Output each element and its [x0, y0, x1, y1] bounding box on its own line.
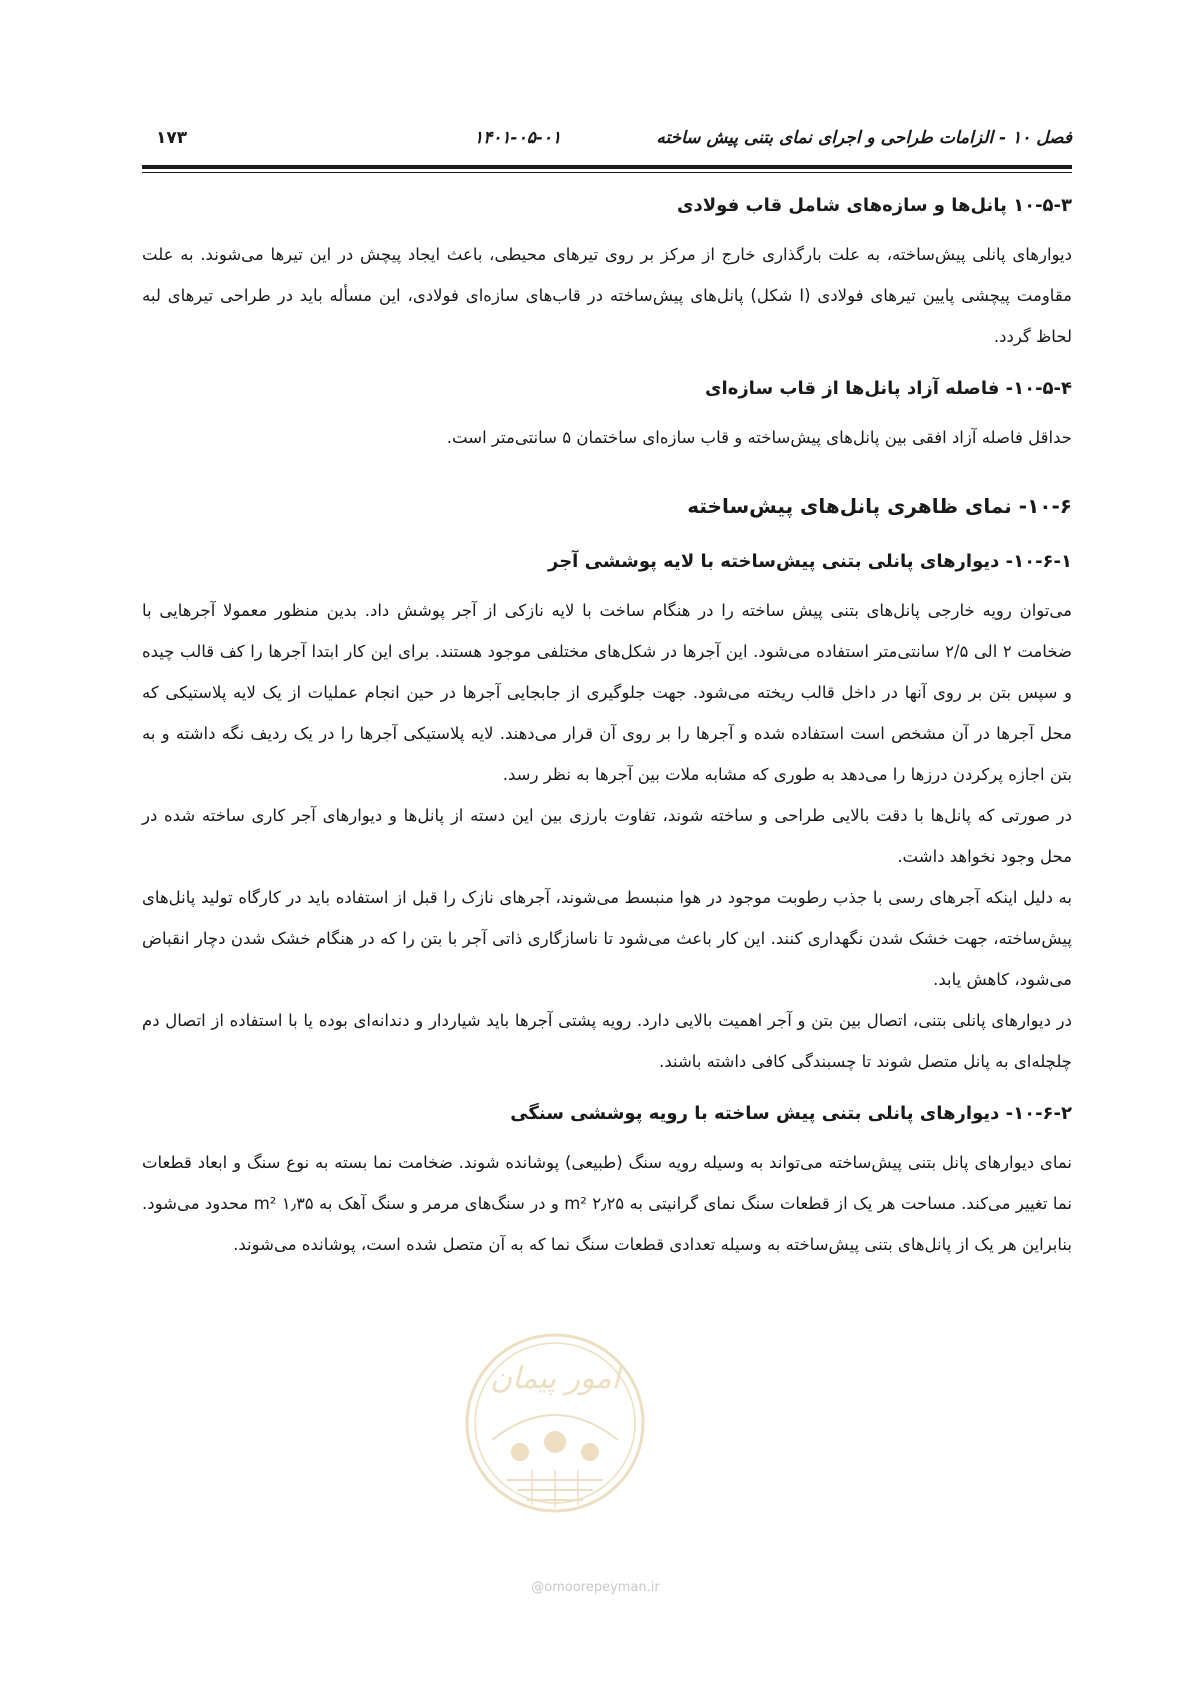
section-heading-10-5-3: ۱۰-۵-۳ پانل‌ها و سازه‌های شامل قاب فولادی — [677, 195, 1072, 216]
section-paragraph-10-5-3: دیوارهای پانلی پیش‌ساخته، به علت بارگذاری خارج از مرکز بر روی تیرهای محیطی، باعث ایجاد پیچش در این تیرها می‌شوند. به علت مقاومت پیچشی پایین تیرهای فولادی (I شکل) پانل‌های پیش‌ساخته در قاب‌های سازه‌ای فولادی، این مسأله باید در طراحی تیرهای لبه لحاظ گردد. — [142, 245, 1073, 346]
header-rule-thin — [142, 172, 1072, 173]
header-rule-thick — [142, 165, 1072, 169]
page-number: ۱۷۳ — [156, 128, 188, 148]
section-paragraph-10-6-1-a: می‌توان رویه خارجی پانل‌های بتنی پیش ساخته را در هنگام ساخت با لایه نازکی از آجر پوشش داد. بدین منظور معمولا آجرهایی با ضخامت ۲ الی ۲/۵ سانتی‌متر استفاده می‌شود. این آجرها در شکل‌های مختلفی موجود هستند. برای این کار ابتدا آجرها را کف قالب چیده و سپس بتن بر روی آنها در داخل قالب ریخته می‌شود. جهت جلوگیری از جابجایی آجرها در حین انجام عملیات از یک لایه پلاستیکی که محل آجرها در آن مشخص است استفاده شده و آجرها را بر روی آن قرار می‌دهند. لایه پلاستیکی آجرها را در یک ردیف نگه داشته و به بتن اجازه پرکردن درزها را می‌دهد به طوری که مشابه ملات بین آجرها به نظر رسد. — [142, 601, 1072, 784]
page-header — [144, 126, 1072, 166]
section-paragraph-10-5-4: حداقل فاصله آزاد افقی بین پانل‌های پیش‌ساخته و قاب سازه‌ای ساختمان ۵ سانتی‌متر است. — [446, 428, 1072, 447]
section-heading-10-6-2: ۱۰-۶-۲- دیوارهای پانلی بتنی پیش ساخته با رویه پوششی سنگی — [510, 1103, 1072, 1124]
section-heading-10-6: ۱۰-۶- نمای ظاهری پانل‌های پیش‌ساخته — [687, 494, 1072, 518]
section-heading-10-5-4: ۱۰-۵-۴- فاصله آزاد پانل‌ها از قاب سازه‌ای — [705, 378, 1072, 399]
section-paragraph-10-6-2: نمای دیوارهای پانل بتنی پیش‌ساخته می‌تواند به وسیله رویه سنگ (طبیعی) پوشانده شوند. ضخامت نما بسته به نوع سنگ و ابعاد قطعات نما تغییر می‌کند. مساحت هر یک از قطعات سنگ نمای گرانیتی به ۲٫۲۵ m² و در سنگ‌های مرمر و سنگ آهک به ۱٫۳۵ m² محدود می‌شود. بنابراین هر یک از پانل‌های بتنی پیش‌ساخته به وسیله تعدادی قطعات سنگ نما که به آن متصل شده است، پوشانده می‌شوند. — [142, 1153, 1072, 1254]
section-paragraph-10-6-1-c: به دلیل اینکه آجرهای رسی با جذب رطوبت موجود در هوا منبسط می‌شوند، آجرهای نازک را قبل از استفاده باید در کارگاه تولید پانل‌های پیش‌ساخته، جهت خشک شدن نگهداری کنند. این کار باعث می‌شود تا ناسازگاری ذاتی آجر با بتن را که در هنگام خشک شدن دچار انقباض می‌شود، کاهش یابد. — [142, 888, 1072, 989]
watermark-url: @omoorepeyman.ir — [531, 1580, 660, 1595]
document-date: ۱۴۰۱-۰۵-۰۱ — [474, 128, 562, 148]
watermark-logo-lettering: امور پیمان — [490, 1361, 620, 1396]
section-paragraph-10-6-1-d: در دیوارهای پانلی بتنی، اتصال بین بتن و آجر اهمیت بالایی دارد. رویه پشتی آجرها باید شیاردار و دندانه‌ای بوده یا با استفاده از اتصال دم چلچله‌ای به پانل متصل شوند تا چسبندگی کافی داشته باشند. — [142, 1011, 1072, 1071]
watermark-logo-icon — [462, 1330, 648, 1516]
section-heading-10-6-1: ۱۰-۶-۱- دیوارهای پانلی بتنی پیش‌ساخته با لایه پوششی آجر — [548, 551, 1072, 572]
chapter-title: فصل ۱۰ - الزامات طراحی و اجرای نمای بتنی پیش ساخته — [656, 128, 1072, 148]
section-paragraph-10-6-1-b: در صورتی که پانل‌ها با دقت بالایی طراحی و ساخته شوند، تفاوت بارزی بین این دسته از پانل‌ها و دیوارهای آجر کاری ساخته شده در محل وجود نخواهد داشت. — [142, 806, 1072, 866]
page-body — [142, 180, 1072, 1265]
